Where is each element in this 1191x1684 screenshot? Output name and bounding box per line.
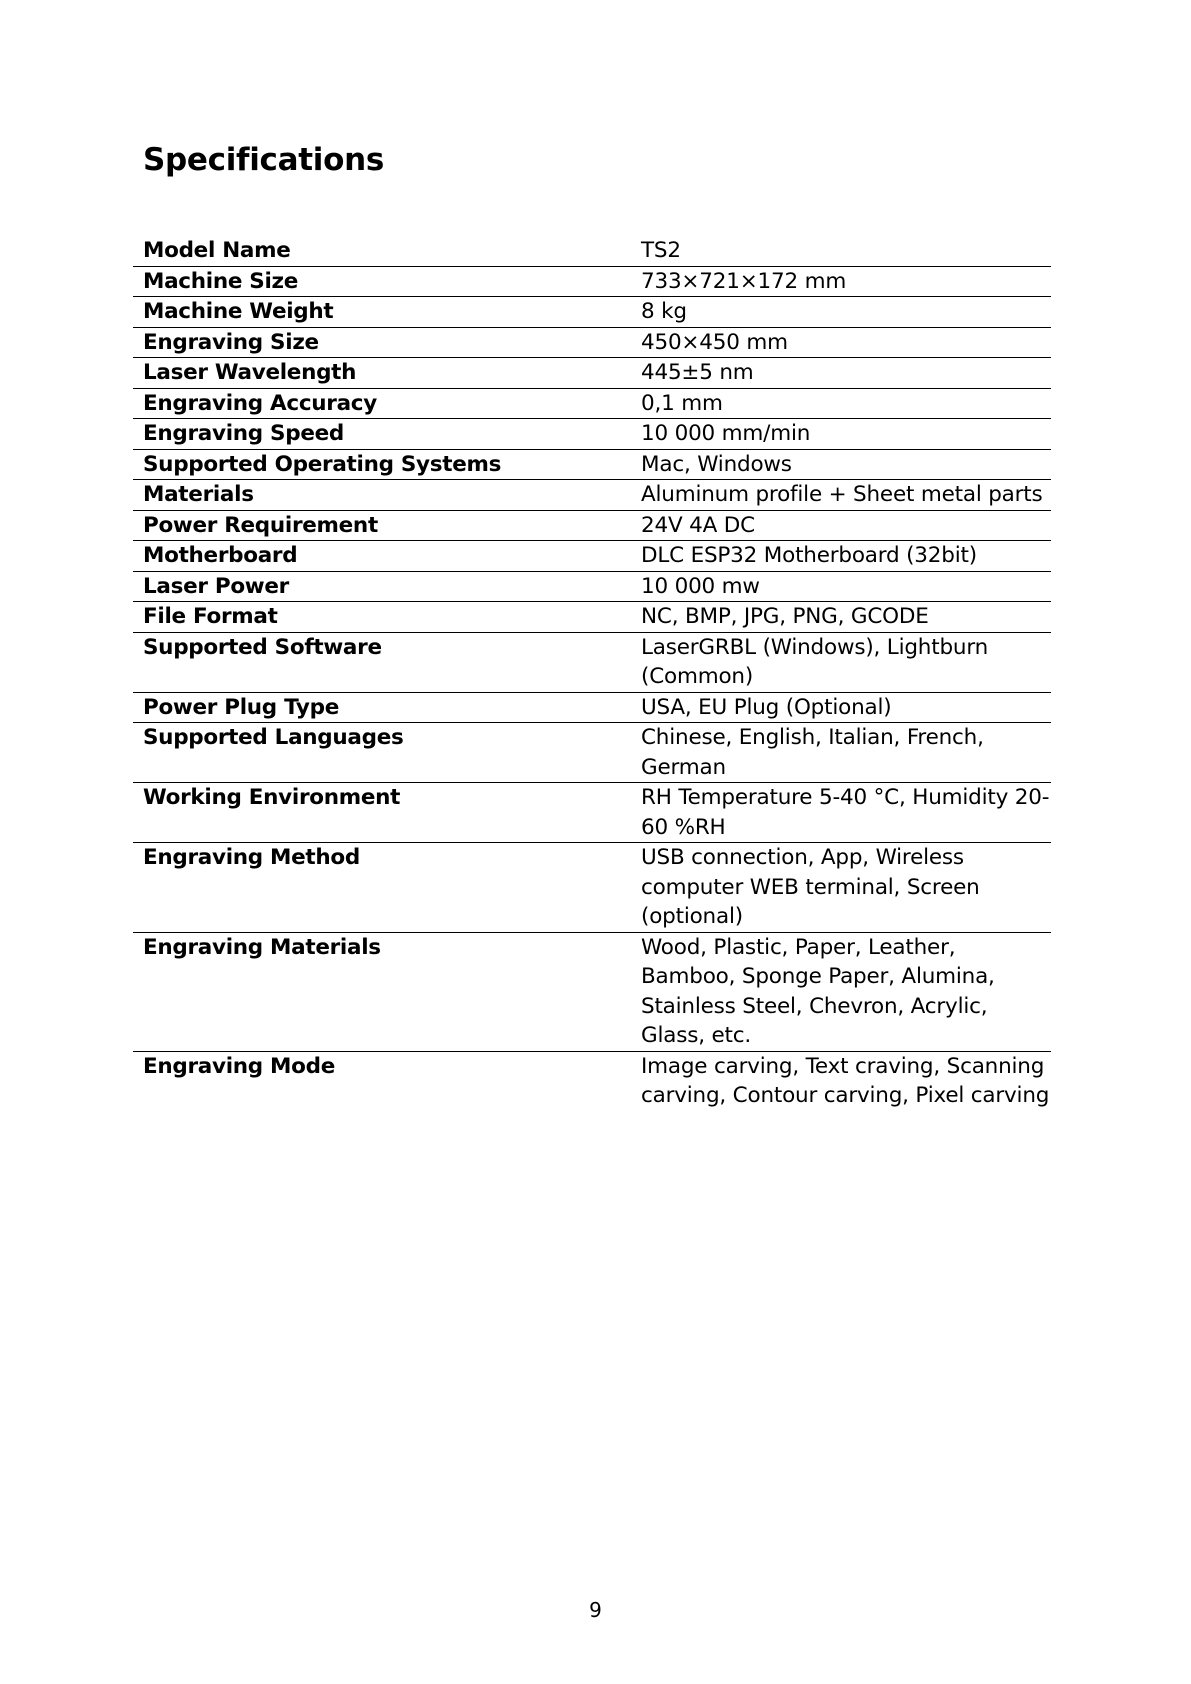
- spec-value: NC, BMP, JPG, PNG, GCODE: [631, 602, 1051, 633]
- spec-label: Model Name: [133, 236, 631, 266]
- spec-value: 8 kg: [631, 297, 1051, 328]
- table-row: [133, 571, 1051, 602]
- table-row: [133, 510, 1051, 541]
- table-row: [133, 1051, 1051, 1111]
- spec-value: Aluminum profile + Sheet metal parts: [631, 480, 1051, 511]
- table-row: [133, 236, 1051, 266]
- spec-label: Machine Size: [133, 266, 631, 297]
- table-row: [133, 297, 1051, 328]
- spec-value: 24V 4A DC: [631, 510, 1051, 541]
- page-title: Specifications: [143, 142, 385, 178]
- spec-label: Engraving Size: [133, 327, 631, 358]
- spec-label: Working Environment: [133, 783, 631, 843]
- spec-value: 0,1 mm: [631, 388, 1051, 419]
- spec-value: Mac, Windows: [631, 449, 1051, 480]
- spec-label: Machine Weight: [133, 297, 631, 328]
- spec-value: DLC ESP32 Motherboard (32bit): [631, 541, 1051, 572]
- spec-label: Engraving Mode: [143, 1053, 335, 1079]
- table-row: [133, 480, 1051, 511]
- table-row: [133, 632, 1051, 692]
- spec-value: 445±5 nm: [631, 358, 1051, 389]
- spec-value: USB connection, App, Wireless computer WEB terminal, Screen (optional): [631, 843, 1051, 933]
- table-row: [133, 358, 1051, 389]
- specifications-table: [133, 236, 1051, 1111]
- spec-label: Motherboard: [133, 541, 631, 572]
- table-row: [133, 602, 1051, 633]
- spec-label: Power Requirement: [133, 510, 631, 541]
- table-row: [133, 783, 1051, 843]
- spec-value: 450×450 mm: [631, 327, 1051, 358]
- spec-value: Chinese, English, Italian, French, German: [631, 723, 1051, 783]
- spec-label: File Format: [133, 602, 631, 633]
- spec-value: Image carving, Text craving, Scanning carving, Contour carving, Pixel carving: [641, 1053, 1050, 1108]
- table-row: [133, 266, 1051, 297]
- spec-label: Supported Operating Systems: [133, 449, 631, 480]
- spec-label: Power Plug Type: [133, 692, 631, 723]
- table-row: [133, 419, 1051, 450]
- spec-value: 10 000 mm/min: [631, 419, 1051, 450]
- spec-label: Materials: [133, 480, 631, 511]
- spec-value: Wood, Plastic, Paper, Leather, Bamboo, Sponge Paper, Alumina, Stainless Steel, Chevron, Acrylic, Glass, etc.: [631, 932, 1051, 1051]
- spec-label: Engraving Materials: [133, 932, 631, 1051]
- table-row: [133, 843, 1051, 933]
- spec-label: Supported Languages: [133, 723, 631, 783]
- table-row: [133, 541, 1051, 572]
- spec-label: Engraving Speed: [133, 419, 631, 450]
- spec-value: TS2: [631, 236, 1051, 266]
- spec-label: Engraving Accuracy: [133, 388, 631, 419]
- table-row: [133, 388, 1051, 419]
- spec-value: 733×721×172 mm: [631, 266, 1051, 297]
- spec-label: Supported Software: [133, 632, 631, 692]
- page-number: 9: [589, 1598, 602, 1622]
- table-row: [133, 932, 1051, 1051]
- spec-value: LaserGRBL (Windows), Lightburn (Common): [631, 632, 1051, 692]
- table-row: [133, 327, 1051, 358]
- spec-label: Laser Power: [133, 571, 631, 602]
- spec-value: RH Temperature 5-40 °C, Humidity 20-60 %RH: [631, 783, 1051, 843]
- spec-value: USA, EU Plug (Optional): [631, 692, 1051, 723]
- spec-value: 10 000 mw: [631, 571, 1051, 602]
- table-row: [133, 692, 1051, 723]
- table-row: [133, 723, 1051, 783]
- spec-label: Engraving Method: [133, 843, 631, 933]
- spec-label: Laser Wavelength: [133, 358, 631, 389]
- table-row: [133, 449, 1051, 480]
